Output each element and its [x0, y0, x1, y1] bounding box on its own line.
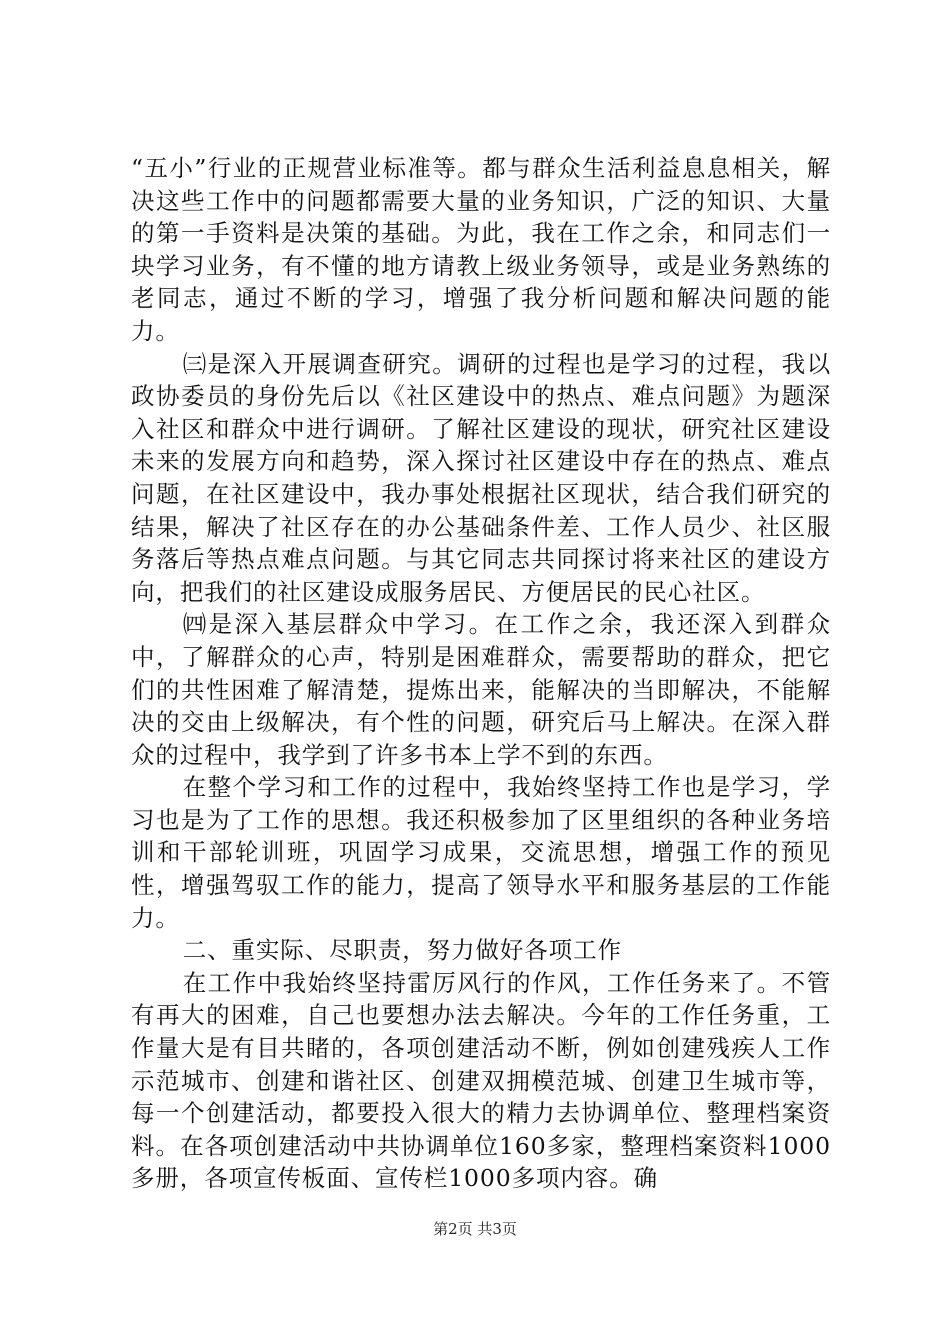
paragraph-work-style: 在工作中我始终坚持雷厉风行的作风，工作任务来了。不管有再大的困难，自己也要想办法去解决。今年的工作任务重，工作量大是有目共睹的，各项创建活动不断，例如创建残疾人工作示范城市、创建和谐社区、创建双拥模范城、创建卫生城市等，每一个创建活动，都要投入很大的精力去协调单位、整理档案资料。在各项创建活动中共协调单位160多家，整理档案资料1000多册，各项宣传板面、宣传栏1000多项内容。确 [131, 968, 831, 1193]
paragraph-continuation: “五小”行业的正规营业标准等。都与群众生活利益息息相关，解决这些工作中的问题都需要大量的业务知识，广泛的知识、大量的第一手资料是决策的基础。为此，我在工作之余，和同志们一块学习业务，有不懂的地方请教上级业务领导，或是业务熟练的老同志，通过不断的学习，增强了我分析问题和解决问题的能力。 [131, 154, 831, 345]
document-body [131, 152, 831, 1195]
paragraph-grassroots: ㈣是深入基层群众中学习。在工作之余，我还深入到群众中，了解群众的心声，特别是困难群众，需要帮助的群众，把它们的共性困难了解清楚，提炼出来，能解决的当即解决，不能解决的交由上级解决，有个性的问题，研究后马上解决。在深入群众的过程中，我学到了许多书本上学不到的东西。 [131, 610, 831, 769]
section-heading: 二、重实际、尽职责，努力做好各项工作 [182, 936, 622, 965]
paragraph-learning-summary: 在整个学习和工作的过程中，我始终坚持工作也是学习，学习也是为了工作的思想。我还积极参加了区里组织的各种业务培训和干部轮训班，巩固学习成果，交流思想，增强工作的预见性，增强驾驭工作的能力，提高了领导水平和服务基层的工作能力。 [131, 773, 831, 932]
paragraph-research: ㈢是深入开展调查研究。调研的过程也是学习的过程，我以政协委员的身份先后以《社区建设中的热点、难点问题》为题深入社区和群众中进行调研。了解社区建设的现状，研究社区建设未来的发展方向和趋势，深入探讨社区建设中存在的热点、难点问题，在社区建设中，我办事处根据社区现状，结合我们研究的结果，解决了社区存在的办公基础条件差、工作人员少、社区服务落后等热点难点问题。与其它同志共同探讨将来社区的建设方向，把我们的社区建设成服务居民、方便居民的民心社区。 [131, 349, 831, 606]
page-number-footer: 第2页 共3页 [433, 1220, 517, 1238]
